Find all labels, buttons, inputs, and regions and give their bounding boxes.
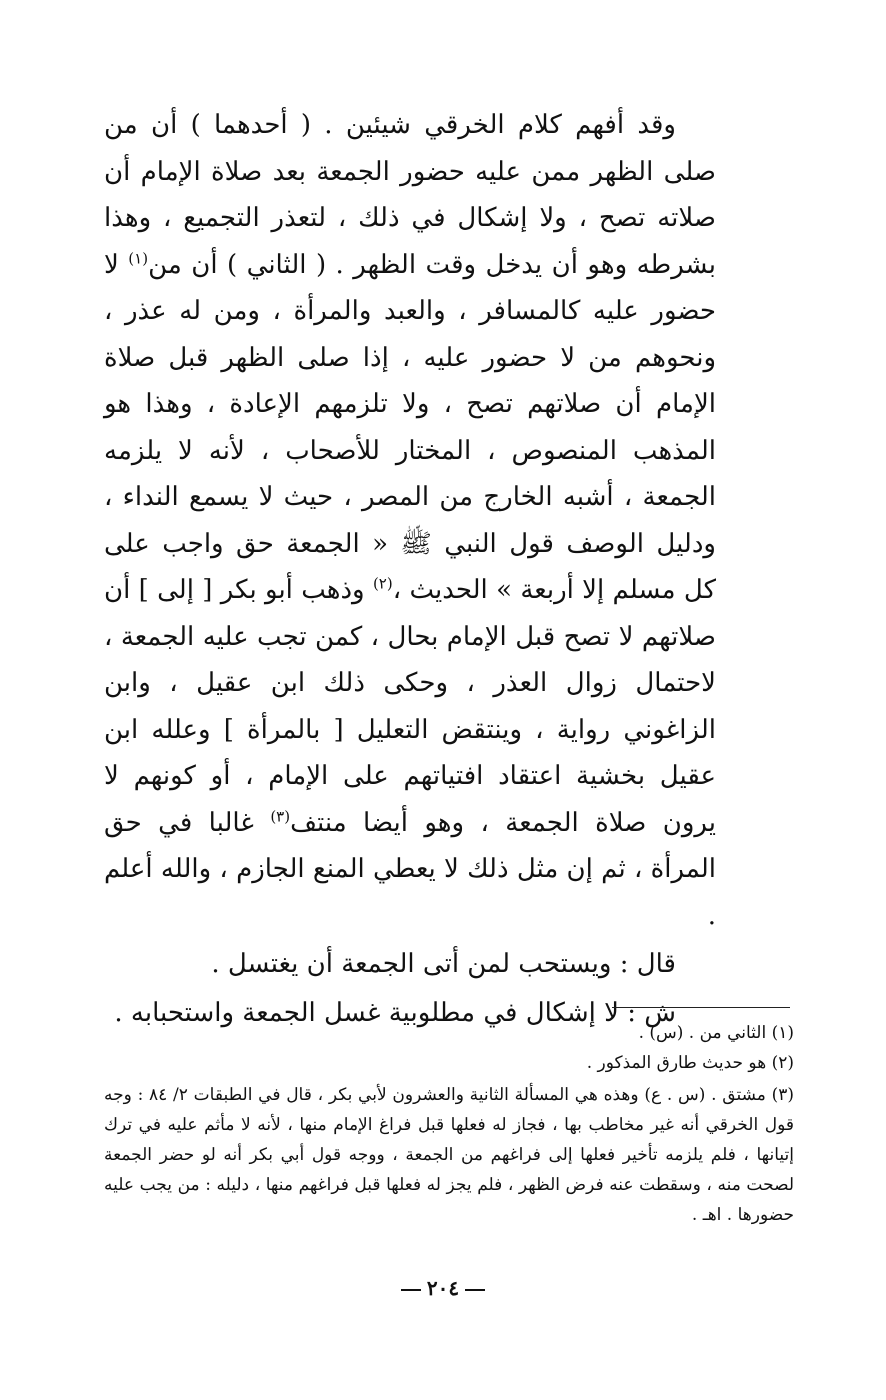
footnote-ref-1: (١) (128, 248, 149, 267)
qala-line: قال : ويستحب لمن أتى الجمعة أن يغتسل . (211, 949, 676, 979)
page-number-dash-left (401, 1289, 421, 1291)
footnote-separator (612, 1007, 790, 1008)
page-number-dash-right (465, 1289, 485, 1291)
body-paragraph (104, 102, 716, 939)
footnote-ref-2: (٢) (372, 574, 393, 593)
paragraph-text-part-2: لا حضور عليه كالمسافر ، والعبد والمرأة ، ومن له عذر ، ونحوهم من لا حضور عليه ، إذا صلى الظهر قبل صلاة الإمام أن صلاتهم تصح ، ولا تلزمهم الإعادة ، وهذا هو المذهب المنصوص ، المختار للأصحاب ، لأنه لا يلزمه الجمعة ، أشبه الخارج من المصر ، حيث لا يسمع النداء ، ودليل الوصف قول النبي ﷺ « الجمعة حق واجب على كل مسلم إلا أربعة » الحديث ، (104, 249, 716, 605)
footnote-1: (١) الثاني من . (س) . (638, 1023, 794, 1043)
main-text (104, 102, 716, 1036)
paragraph-text-part-3: وذهب أبو بكر [ إلى ] أن صلاتهم لا تصح قبل الإمام بحال ، كمن تجب عليه الجمعة ، لاحتمال زوال العذر ، وحكى ذلك ابن عقيل ، وابن الزاغوني رواية ، وينتقض التعليل [ بالمرأة ] وعلله ابن عقيل بخشية اعتقاد افتياتهم على الإمام ، أو كونهم لا يرون صلاة الجمعة ، وهو أيضا منتف (104, 575, 717, 838)
footnotes (104, 1018, 794, 1230)
footnote-ref-3: (٣) (270, 806, 291, 825)
sharh-line: ش : لا إشكال في مطلوبية غسل الجمعة واستحبابه . (114, 997, 676, 1028)
paragraph-text-part-1: وقد أفهم كلام الخرقي شيئين . ( أحدهما ) أن من صلى الظهر ممن عليه حضور الجمعة بعد صلاة الإمام أن صلاته تصح ، ولا إشكال في ذلك ، لتعذر التجميع ، وهذا بشرطه وهو أن يدخل وقت الظهر . ( الثاني ) أن من (104, 110, 716, 280)
footnote-3: (٣) مشتق . (س . ع) وهذه هي المسألة الثانية والعشرون لأبي بكر ، قال في الطبقات ٢/ ٨٤ : وجه قول الخرقي أنه غير مخاطب بها ، فجاز له فعلها قبل فراغ الإمام منها ، لأنه لا مأثم عليه في ترك إتيانها ، فلم يلزمه تأخير فعلها إلى فراغهم من الجمعة ، ووجه قول أبي بكر أنه لو حضر الجمعة لصحت منه ، وسقطت عنه فرض الظهر ، فلم يجز له فعلها قبل فراغهم منها ، دليله : من يجب عليه حضورها . اهـ . (104, 1085, 794, 1225)
page-number-value: ٢٠٤ (426, 1276, 460, 1300)
page-number (0, 1276, 886, 1300)
paragraph-text-part-4: غالبا في حق المرأة ، ثم إن مثل ذلك لا يعطي المنع الجازم ، والله أعلم . (104, 807, 716, 931)
footnote-2: (٢) هو حديث طارق المذكور . (586, 1053, 794, 1073)
